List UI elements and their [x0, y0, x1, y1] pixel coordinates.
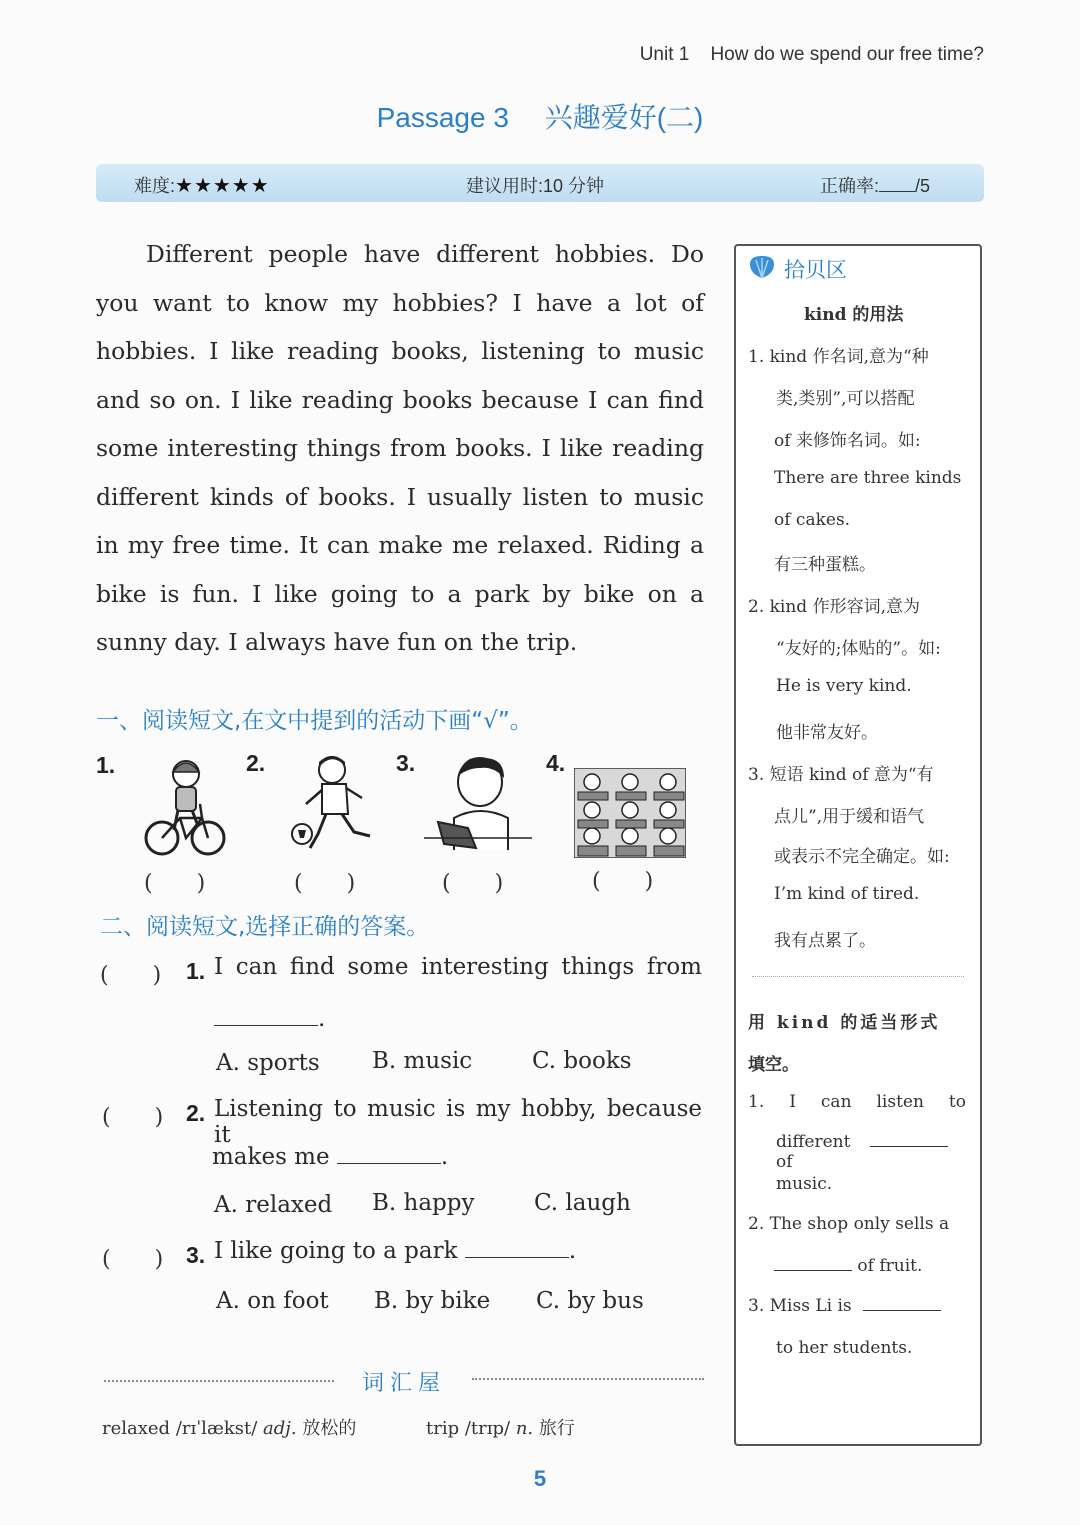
page-number: 5 — [533, 1466, 547, 1491]
note-line-5: of cakes. — [774, 510, 851, 530]
q3-stem: I like going to a park — [214, 1238, 458, 1264]
item4-number: 4. — [546, 750, 566, 776]
q2-blank[interactable] — [337, 1163, 441, 1164]
q2-stem2: makes me — [212, 1144, 330, 1170]
item1-number: 1. — [96, 752, 116, 778]
note-line-1: 1. kind 作名词,意为“种 — [748, 347, 929, 367]
exercise1-different: different — [776, 1132, 851, 1152]
q1-blank-line[interactable] — [214, 1006, 325, 1032]
vocab-pos: adj. — [263, 1418, 297, 1439]
q1-answer-paren[interactable]: ( ) — [100, 963, 162, 988]
item3-number: 3. — [396, 750, 416, 776]
students-in-classroom-picture — [574, 768, 686, 858]
note-line-12: 点儿”,用于缓和语气 — [774, 807, 925, 827]
q3-option-a[interactable]: A. on foot — [216, 1288, 329, 1314]
note-line-3: of 来修饰名词。如: — [774, 431, 921, 451]
vocab-word: trip — [426, 1418, 460, 1439]
note-line-6: 有三种蛋糕。 — [774, 555, 876, 575]
q1-period: . — [318, 1006, 326, 1032]
q3-blank[interactable] — [465, 1257, 569, 1258]
note-line-8: “友好的;体贴的”。如: — [776, 639, 941, 659]
section2-title: 二、阅读短文,选择正确的答案。 — [100, 914, 430, 940]
vocab-title: 词汇屋 — [362, 1371, 447, 1396]
vocab-meaning: 放松的 — [302, 1418, 357, 1439]
item2-answer-paren[interactable]: ( ) — [294, 871, 356, 896]
q2-stem-line2 — [212, 1144, 448, 1170]
shell-icon — [748, 254, 776, 280]
exercise3-blank[interactable] — [863, 1310, 941, 1311]
note-line-7: 2. kind 作形容词,意为 — [748, 597, 921, 617]
q3-period: . — [568, 1238, 577, 1264]
q1-number: 1. — [186, 958, 206, 984]
info-bar — [96, 164, 984, 202]
q3-option-b[interactable]: B. by bike — [374, 1288, 491, 1314]
note-line-4: There are three kinds — [774, 468, 962, 488]
q2-period: . — [440, 1144, 449, 1170]
q2-stem: Listening to music is my hobby, because it — [214, 1096, 702, 1148]
exercise-title-line2: 填空。 — [748, 1055, 799, 1075]
q2-number: 2. — [186, 1100, 206, 1126]
exercise1-line3: music. — [776, 1174, 833, 1194]
vocab-divider-left — [104, 1380, 334, 1382]
q1-option-c[interactable]: C. books — [532, 1048, 632, 1074]
q3-answer-paren[interactable]: ( ) — [102, 1247, 164, 1272]
item4-answer-paren[interactable]: ( ) — [592, 869, 654, 894]
vocab-phonetic: /rɪˈlækst/ — [175, 1418, 258, 1439]
q2-answer-paren[interactable]: ( ) — [102, 1105, 164, 1130]
suggested-time: 建议用时:10 分钟 — [466, 176, 605, 196]
exercise3-line1 — [748, 1296, 941, 1316]
unit-title: How do we spend our free time? — [710, 44, 984, 65]
accuracy — [820, 172, 930, 198]
exercise-title-line1: 用 kind 的适当形式 — [748, 1013, 941, 1033]
note-line-15: 我有点累了。 — [774, 931, 876, 951]
exercise2-blank[interactable] — [774, 1270, 852, 1271]
q3-stem-line — [214, 1238, 576, 1264]
boy-playing-football-picture — [288, 752, 380, 862]
vocab-word: relaxed — [102, 1418, 171, 1439]
note-line-10: 他非常友好。 — [776, 723, 878, 743]
note-line-11: 3. 短语 kind of 意为“有 — [748, 765, 934, 785]
sidebar-subtitle: kind 的用法 — [804, 305, 904, 325]
note-line-2: 类,类别”,可以搭配 — [776, 389, 915, 409]
exercise1-blank[interactable] — [870, 1146, 948, 1147]
accuracy-label: 正确率: — [820, 176, 880, 196]
item2-number: 2. — [246, 750, 266, 776]
difficulty — [134, 172, 270, 198]
boy-reading-book-picture — [424, 752, 534, 856]
exercise2-of-fruit: of fruit. — [857, 1256, 923, 1276]
unit-label: Unit 1 — [639, 44, 690, 65]
q2-option-c[interactable]: C. laugh — [534, 1190, 631, 1216]
vocab-divider-right — [472, 1378, 704, 1380]
exercise1-line1: 1. I can listen to — [748, 1092, 966, 1112]
item3-answer-paren[interactable]: ( ) — [442, 871, 504, 896]
vocab-meaning: 旅行 — [538, 1418, 575, 1439]
passage-title — [0, 96, 1080, 136]
item1-answer-paren[interactable]: ( ) — [144, 871, 206, 896]
passage-text: Different people have different hobbies. Do you want to know my hobbies? I have a lot of hobbies. I like reading books, listening to music and so on. I like reading books because I can find some interesting things from books. I like reading different kinds of books. I usually listen to music in my free time. It can make me relaxed. Riding a bike is fun. I like going to a park by bike on a sunny day. I always have fun on the trip. — [96, 240, 704, 656]
section1-title: 一、阅读短文,在文中提到的活动下画“√”。 — [96, 708, 533, 734]
vocab-entry-trip — [426, 1414, 575, 1440]
q2-option-b[interactable]: B. happy — [372, 1190, 475, 1216]
exercise1-line2 — [776, 1132, 966, 1172]
note-line-14: I’m kind of tired. — [774, 884, 920, 904]
q3-number: 3. — [186, 1242, 206, 1268]
sidebar-title: 拾贝区 — [784, 258, 847, 282]
passage-label: Passage 3 — [376, 102, 509, 133]
boy-riding-bike-picture — [140, 752, 230, 862]
unit-header — [640, 44, 984, 66]
note-line-13: 或表示不完全确定。如: — [774, 847, 950, 867]
exercise3-line2: to her students. — [776, 1338, 913, 1358]
passage-topic: 兴趣爱好(二) — [544, 102, 704, 133]
vocab-entry-relaxed — [102, 1414, 356, 1440]
accuracy-total: /5 — [915, 176, 931, 196]
accuracy-blank[interactable] — [879, 191, 915, 192]
difficulty-stars: ★★★★★ — [175, 175, 270, 197]
q1-option-b[interactable]: B. music — [372, 1048, 473, 1074]
note-line-9: He is very kind. — [776, 676, 912, 696]
q1-stem: I can find some interesting things from — [214, 954, 702, 980]
reading-passage — [96, 230, 704, 667]
exercise3-stem: 3. Miss Li is — [748, 1296, 852, 1316]
difficulty-label: 难度: — [134, 176, 176, 196]
q2-option-a[interactable]: A. relaxed — [214, 1192, 333, 1218]
q1-option-a[interactable]: A. sports — [216, 1050, 320, 1076]
q3-option-c[interactable]: C. by bus — [536, 1288, 644, 1314]
sidebar-divider — [752, 976, 964, 977]
exercise1-of: of — [776, 1152, 793, 1172]
vocab-phonetic: /trɪp/ — [464, 1418, 511, 1439]
exercise2-line2 — [774, 1256, 922, 1276]
vocab-pos: n. — [515, 1418, 534, 1439]
exercise2-line1: 2. The shop only sells a — [748, 1214, 950, 1234]
